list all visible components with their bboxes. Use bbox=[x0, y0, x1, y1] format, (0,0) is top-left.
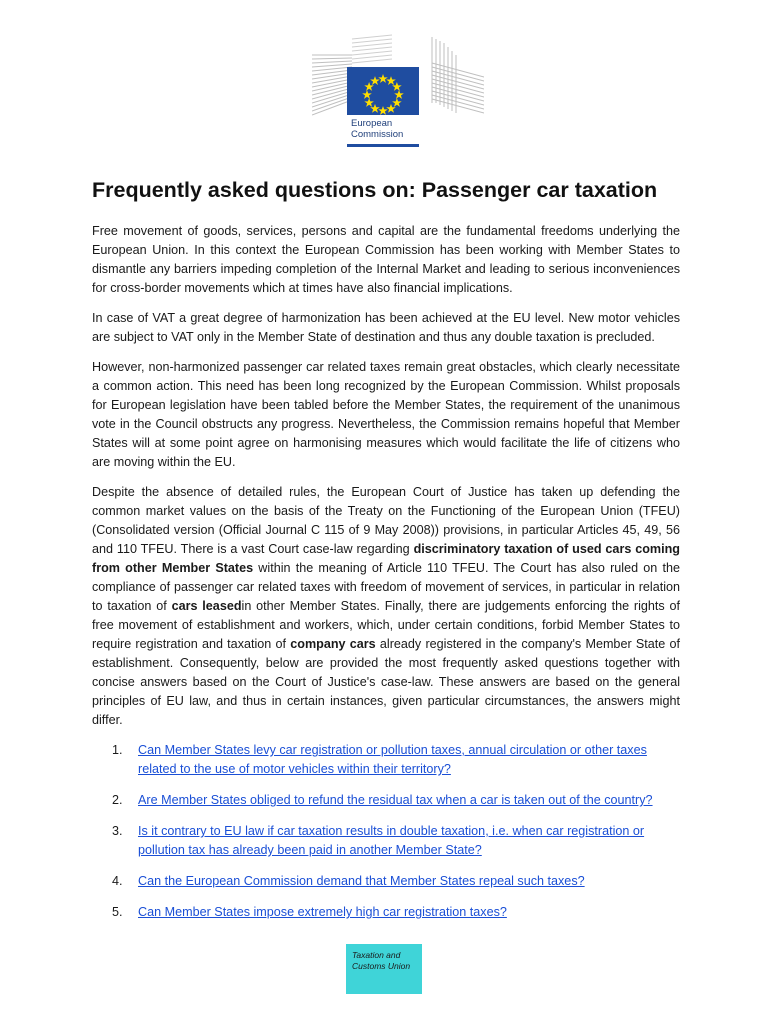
ec-wordmark bbox=[351, 118, 419, 140]
page-title: Frequently asked questions on: Passenger car taxation bbox=[92, 178, 658, 202]
badge-line-2: Customs Union bbox=[352, 961, 411, 971]
p4-text-2: within the meaning of Article 110 TFEU. The Court has also ruled on the compliance of passenger car related taxes with freedom of movement of services, in particular in relation to taxation of bbox=[92, 561, 680, 613]
faq-item-2 bbox=[92, 791, 680, 810]
faq-item-3 bbox=[92, 822, 680, 860]
faq-link-high-registration-taxes[interactable]: Can Member States impose extremely high car registration taxes? bbox=[138, 905, 507, 919]
faq-item-5 bbox=[92, 903, 680, 922]
faq-link-residual-tax-refund[interactable]: Are Member States obliged to refund the residual tax when a car is taken out of the country? bbox=[138, 793, 653, 807]
faq-number: 1. bbox=[112, 743, 123, 757]
paragraph-intro: Free movement of goods, services, persons and capital are the fundamental freedoms underlying the European Union. In this context the European Commission has been working with Member States to dismantle any barriers impeding completion of the Internal Market and leading to serious inconveniences for cross-border movements which at times have also financial implications. bbox=[92, 224, 680, 295]
ec-underline-bar bbox=[347, 144, 419, 147]
faq-number: 5. bbox=[112, 905, 123, 919]
faq-number: 3. bbox=[112, 824, 123, 838]
p4-bold-used-cars: discriminatory taxation of used cars coming from other Member States bbox=[92, 542, 680, 575]
faq-question-list bbox=[92, 741, 680, 922]
p4-bold-company-cars: company cars bbox=[290, 637, 376, 651]
faq-link-commission-repeal[interactable]: Can the European Commission demand that Member States repeal such taxes? bbox=[138, 874, 585, 888]
paragraph-non-harmonized: However, non-harmonized passenger car related taxes remain great obstacles, which clearly necessitate a common action. This need has been long recognized by the European Commission. Whilst proposals for European legislation have been tabled before the Member States, the requirement of the unanimous vote in the Council obstructs any progress. Nevertheless, the Commission remains hopeful that Member States will at some point agree on harmonising measures which would facilitate the life of citizens who are moving within the EU. bbox=[92, 360, 680, 469]
badge-line-1: Taxation and bbox=[352, 950, 401, 960]
european-commission-logo bbox=[312, 33, 484, 149]
faq-link-registration-taxes[interactable]: Can Member States levy car registration or pollution taxes, annual circulation or other taxes related to the use of motor vehicles within their territory? bbox=[138, 743, 647, 776]
eu-flag-icon bbox=[347, 67, 419, 115]
p4-text-3: in other Member States. Finally, there are judgements enforcing the rights of free movement of establishment and workers, which, under certain conditions, forbid Member States to require registration and taxation of bbox=[92, 599, 681, 651]
faq-item-1 bbox=[92, 741, 680, 779]
faq-number: 2. bbox=[112, 793, 123, 807]
paragraph-vat: In case of VAT a great degree of harmonization has been achieved at the EU level. New motor vehicles are subject to VAT only in the Member State of destination and thus any double taxation is precluded. bbox=[92, 311, 680, 344]
faq-link-double-taxation[interactable]: Is it contrary to EU law if car taxation results in double taxation, i.e. when car registration or pollution tax has already been paid in another Member State? bbox=[138, 824, 645, 857]
taxation-customs-union-badge bbox=[346, 944, 422, 994]
p4-text-4: already registered in the company's Member State of establishment. Consequently, below are provided the most frequently asked questions together with concise answers based on the Court of Justice's case-law. These answers are based on the general principles of EU law, and thus in certain instances, given particular circumstances, the answers might differ. bbox=[92, 637, 680, 727]
ec-wordmark-line2: Commission bbox=[351, 129, 404, 140]
ec-emblem bbox=[347, 67, 419, 147]
document-body bbox=[92, 222, 680, 934]
paragraph-court-of-justice bbox=[92, 483, 680, 730]
p4-bold-cars-leased: cars leased bbox=[171, 599, 242, 613]
faq-item-4 bbox=[92, 872, 680, 891]
faq-number: 4. bbox=[112, 874, 123, 888]
ec-wordmark-line1: European bbox=[351, 118, 393, 129]
p4-text-1: Despite the absence of detailed rules, the European Court of Justice has taken up defending the common market values on the basis of the Treaty on the Functioning of the European Union (TFEU) (Consolidated version (Official Journal C 115 of 9 May 2008)) provisions, in particular Articles 45, 49, 56 and 110 TFEU. There is a vast Court case-law regarding bbox=[92, 485, 680, 556]
